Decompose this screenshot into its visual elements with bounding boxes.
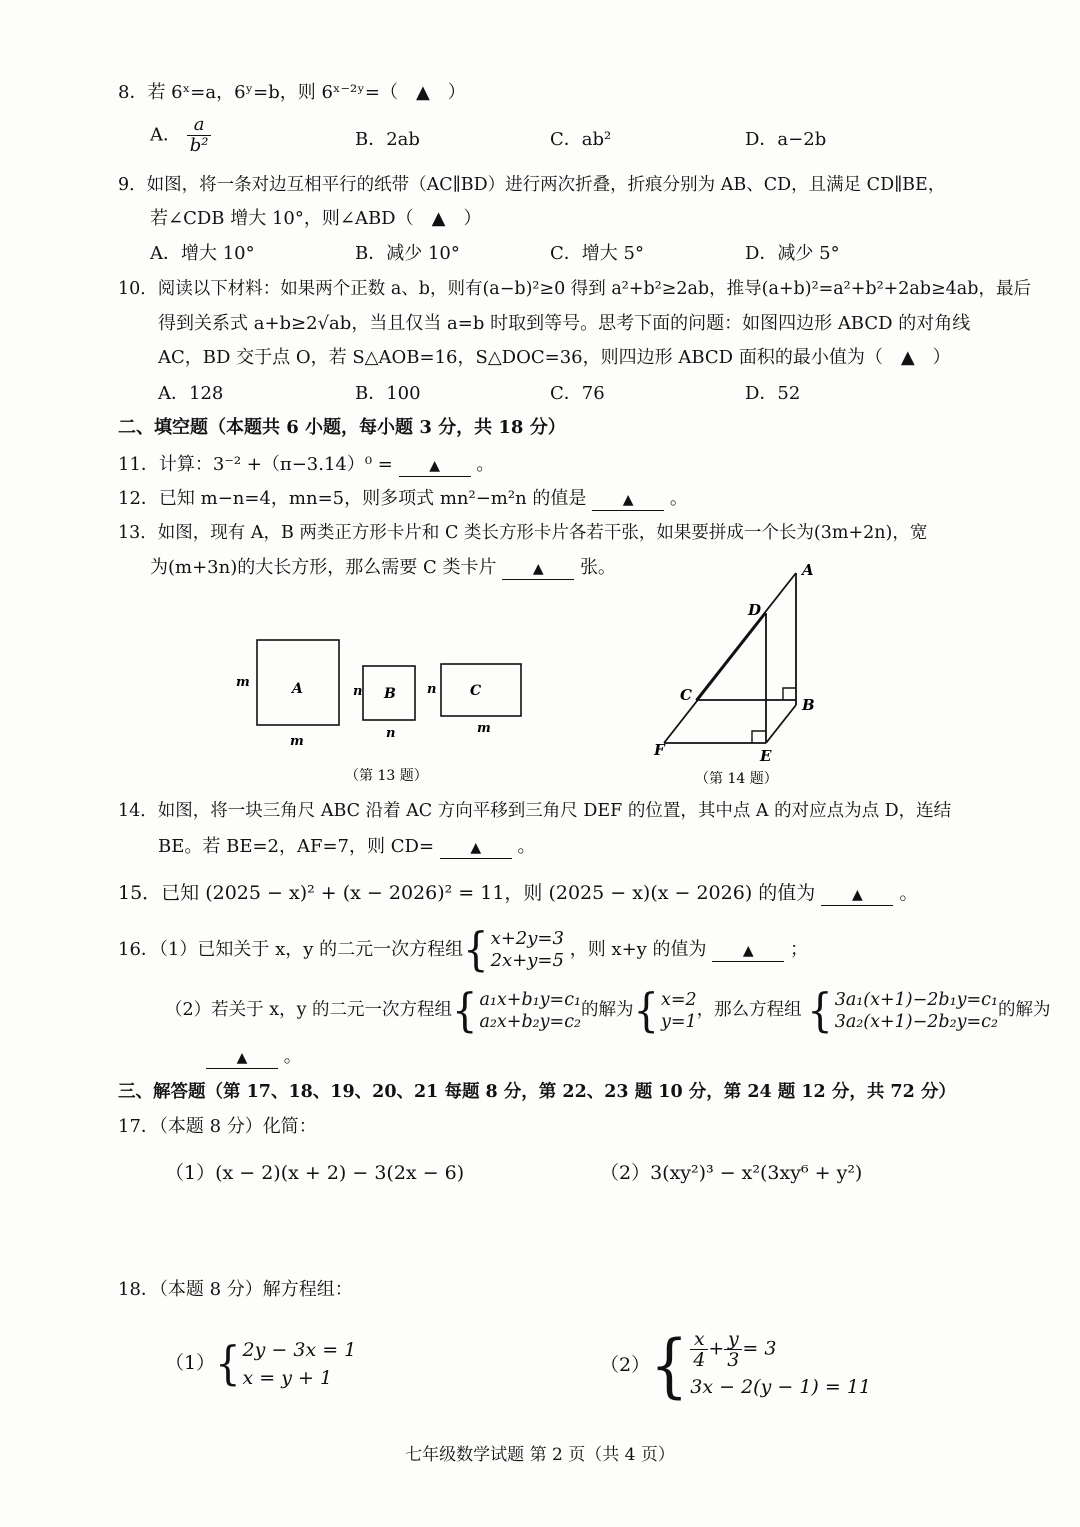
q18-part-2	[600, 1325, 871, 1405]
q13-end: 张。	[579, 557, 616, 578]
q10-option-c: C．76	[550, 383, 605, 404]
q16-part-2-answer	[206, 1044, 302, 1070]
section-3-heading: 三、解答题（第 17、18、19、20、21 每题 8 分，第 22、23 题 10 分，第 24 题 12 分，共 72 分）	[118, 1082, 956, 1102]
q10-option-a: A．128	[158, 383, 224, 404]
q11-end: 。	[476, 454, 495, 475]
blank-marker: ▲	[532, 561, 544, 577]
fraction	[690, 1329, 708, 1370]
q18-part-1	[165, 1335, 356, 1392]
point-f-label: F	[654, 741, 665, 759]
q9-line-1: 9．如图，将一条对边互相平行的纸带（AC∥BD）进行两次折叠，折痕分别为 AB、CD，且满足 CD∥BE，	[118, 175, 946, 195]
card-a-bottom-label: m	[290, 734, 304, 749]
point-a-label: A	[802, 561, 814, 579]
figure-14	[640, 555, 850, 790]
blank-marker: ▲	[470, 840, 482, 856]
q16-part-2-system-1	[479, 989, 581, 1033]
numerator: x	[690, 1329, 708, 1350]
q9-option-d: D．减少 5°	[745, 243, 840, 264]
q8-option-b: B．2ab	[355, 129, 420, 150]
denominator: 4	[693, 1348, 706, 1371]
q8-option-d: D．a−2b	[745, 129, 827, 150]
q8-option-c: C．ab²	[550, 129, 612, 150]
q9-option-b: B．减少 10°	[355, 243, 460, 264]
q16-part-2-text: （2）若关于 x，y 的二元一次方程组	[165, 1000, 453, 1020]
q10-line-1: 10．阅读以下材料：如果两个正数 a、b，则有(a−b)²≥0 得到 a²+b²≥2ab，推导(a+b)²=a²+b²+2ab≥4ab，最后	[118, 279, 1031, 299]
q8-option-a-numerator: a	[187, 115, 212, 136]
q18-part-1-label: （1）	[165, 1352, 216, 1374]
q13-answer-blank	[502, 558, 574, 580]
blank-marker: ▲	[236, 1050, 248, 1066]
card-c-label: C	[470, 683, 482, 699]
q13-line-2	[150, 555, 616, 581]
blank-marker: ▲	[622, 492, 634, 508]
q11-answer-blank	[399, 455, 471, 477]
q12	[118, 486, 688, 512]
numerator: y	[724, 1329, 742, 1350]
blank-marker: ▲	[851, 887, 863, 903]
card-c-bottom-label: m	[477, 721, 491, 736]
card-b-label: B	[384, 686, 396, 702]
q15-answer-blank	[821, 883, 893, 906]
card-b-bottom-label: n	[386, 726, 396, 741]
equation: 2x+y=5	[490, 950, 564, 971]
q18-stem: 18．（本题 8 分）解方程组：	[118, 1279, 353, 1300]
q15	[118, 880, 918, 906]
plus-sign: +	[708, 1337, 725, 1359]
q10-line-2: 得到关系式 a+b≥2√ab，当且仅当 a=b 时取到等号。思考下面的问题：如图四边形 ABCD 的对角线	[158, 313, 971, 334]
q11-text: 11．计算：3⁻² +（π−3.14）⁰ =	[118, 454, 393, 475]
point-c-label: C	[680, 686, 692, 704]
figure-13-caption: （第 13 题）	[345, 768, 428, 784]
equation: x+2y=3	[490, 928, 564, 949]
q15-text: 15．已知 (2025 − x)² + (x − 2026)² = 11，则 (2025 − x)(x − 2026) 的值为	[118, 882, 816, 904]
q10-option-d: D．52	[745, 383, 801, 404]
q11	[118, 452, 494, 478]
card-a-side-label: m	[236, 675, 250, 690]
figure-14-caption: （第 14 题）	[695, 771, 778, 787]
card-a-label: A	[292, 681, 303, 697]
q10-line-3: AC，BD 交于点 O，若 S△AOB=16，S△DOC=36，则四边形 ABCD 面积的最小值为（ ▲ ）	[158, 347, 951, 368]
q16-part-2-solution-label: 的解为	[581, 1000, 634, 1020]
q14-end: 。	[517, 836, 536, 857]
point-b-label: B	[802, 696, 815, 714]
q9-line-2: 若∠CDB 增大 10°，则∠ABD（ ▲ ）	[150, 208, 482, 229]
q16-part-2-then: ，那么方程组	[696, 1000, 802, 1020]
equation: 3a₂(x+1)−2b₂y=c₂	[834, 1011, 999, 1032]
q16-part-2-solution	[661, 989, 697, 1033]
q16-part-2	[165, 985, 1051, 1035]
q18-part-1-system	[243, 1336, 357, 1392]
point-d-label: D	[748, 601, 762, 619]
q12-answer-blank	[592, 489, 664, 511]
system-brace: {	[633, 984, 659, 1037]
q12-text: 12．已知 m−n=4，mn=5，则多项式 mn²−m²n 的值是	[118, 488, 587, 509]
figure-13	[220, 630, 540, 790]
q12-end: 。	[669, 488, 688, 509]
equation: a₂x+b₂y=c₂	[479, 1011, 582, 1032]
equation: y=1	[661, 1011, 697, 1032]
system-brace: {	[463, 923, 489, 977]
q8-stem: 8．若 6ˣ=a，6ʸ=b，则 6ˣ⁻²ʸ=（ ▲ ）	[118, 82, 466, 103]
q16-part-2-answer-end: 。	[283, 1046, 302, 1067]
q16-part-2-answer-blank	[206, 1047, 278, 1069]
blank-marker: ▲	[742, 943, 754, 959]
q16-part-1	[118, 925, 808, 975]
point-e-label: E	[760, 747, 772, 765]
q15-end: 。	[899, 882, 919, 904]
denominator: 3	[727, 1348, 740, 1371]
system-brace: {	[452, 984, 478, 1037]
fraction	[724, 1329, 742, 1370]
system-brace: {	[807, 984, 833, 1037]
section-2-heading: 二、填空题（本题共 6 小题，每小题 3 分，共 18 分）	[118, 417, 566, 438]
q18-part-2-system	[690, 1329, 871, 1404]
equation: 3x − 2(y − 1) = 11	[690, 1375, 871, 1398]
q16-part-1-end: ；	[790, 939, 809, 960]
q16-part-1-system	[491, 928, 564, 972]
q8-option-a	[150, 115, 211, 156]
q17-part-1: （1）(x − 2)(x + 2) − 3(2x − 6)	[165, 1162, 465, 1184]
equation-rhs: = 3	[742, 1337, 777, 1359]
q9-option-c: C．增大 5°	[550, 243, 644, 264]
equation	[690, 1329, 871, 1370]
q16-part-1-answer-blank	[712, 940, 784, 962]
equation: 3a₁(x+1)−2b₁y=c₁	[834, 989, 999, 1010]
equation: 2y − 3x = 1	[242, 1339, 357, 1361]
system-brace: {	[215, 1337, 241, 1391]
q16-part-2-system-2	[835, 989, 998, 1033]
equation: a₁x+b₁y=c₁	[479, 989, 582, 1010]
q17-stem: 17．（本题 8 分）化简：	[118, 1116, 317, 1137]
blank-marker: ▲	[429, 458, 441, 474]
equation: x=2	[661, 989, 697, 1010]
page-footer: 七年级数学试题 第 2 页（共 4 页）	[405, 1445, 675, 1465]
q13-text: 为(m+3n)的大长方形，那么需要 C 类卡片	[150, 557, 497, 578]
card-c-side-label: n	[427, 682, 437, 697]
q14-text: BE。若 BE=2，AF=7，则 CD=	[158, 836, 435, 857]
q16-part-1-question: ，则 x+y 的值为	[569, 939, 707, 960]
equation: x = y + 1	[242, 1367, 333, 1389]
q14-answer-blank	[440, 837, 512, 859]
q16-part-2-end: 的解为	[998, 1000, 1051, 1020]
q10-option-b: B．100	[355, 383, 421, 404]
q8-option-a-denominator: b²	[189, 135, 209, 156]
card-b-side-label: n	[353, 684, 363, 699]
q14-line-1: 14．如图，将一块三角尺 ABC 沿着 AC 方向平移到三角尺 DEF 的位置，其中点 A 的对应点为点 D，连结	[118, 801, 952, 821]
system-brace: {	[650, 1325, 689, 1407]
q13-line-1: 13．如图，现有 A，B 两类正方形卡片和 C 类长方形卡片各若干张，如果要拼成一个长为(3m+2n)，宽	[118, 523, 928, 543]
q8-option-a-label: A．	[150, 124, 181, 146]
q16-part-1-text: 16．（1）已知关于 x，y 的二元一次方程组	[118, 939, 464, 960]
q17-part-2: （2）3(xy²)³ − x²(3xy⁶ + y²)	[600, 1162, 863, 1184]
q18-part-2-label: （2）	[600, 1354, 651, 1376]
q9-option-a: A．增大 10°	[150, 243, 255, 264]
q14-line-2	[158, 834, 536, 860]
q8-option-a-fraction	[187, 115, 212, 156]
